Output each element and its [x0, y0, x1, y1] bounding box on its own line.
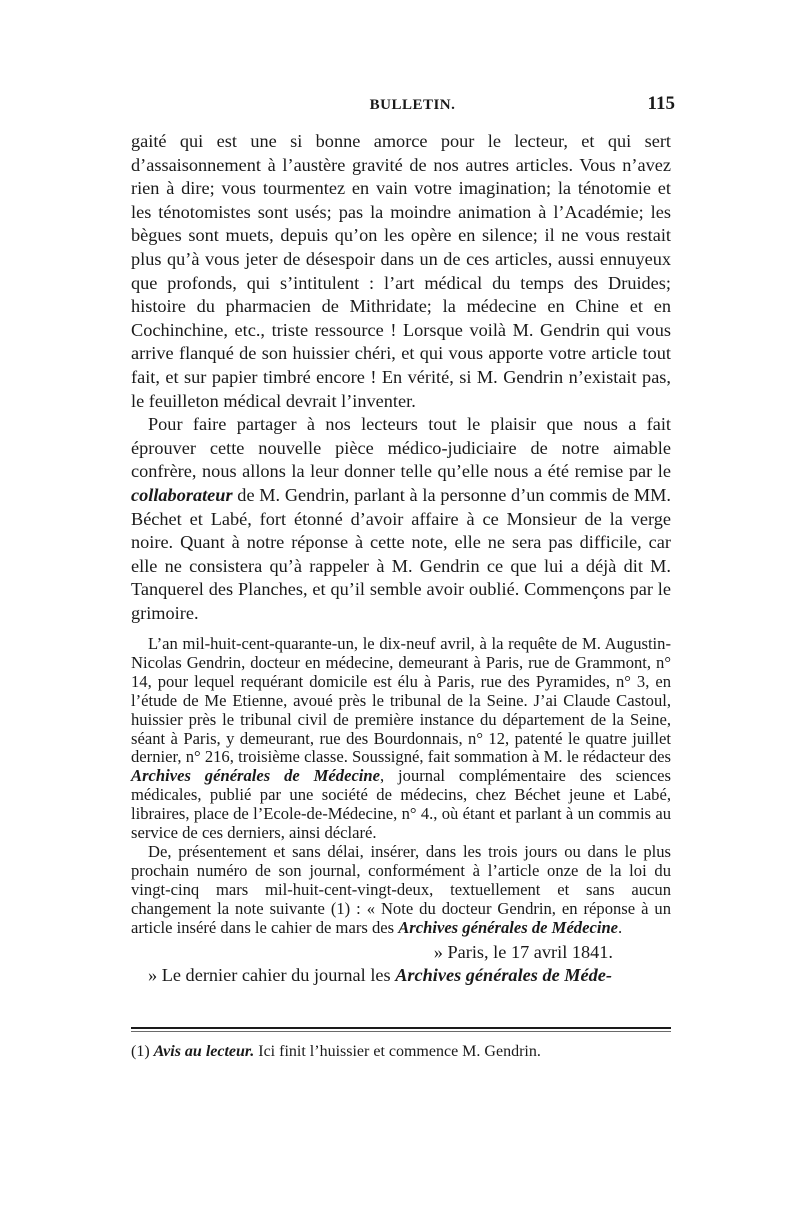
paragraph-2: Pour faire partager à nos lecteurs tout le plaisir que nous a fait éprouver cette nouvelle pièce médico-judiciaire de notre aimable confrère, nous allons la leur donner telle qu’elle nous a été remise par le collaborateur de M. Gendrin, parlant à la personne d’un commis de MM. Béchet et Labé, fort étonné d’avoir affaire à ce Monsieur de la verge noire. Quant à notre réponse à cette note, elle ne sera pas difficile, car elle ne consistera qu’à rappeler à M. Gendrin ce que lui a déjà dit M. Tanquerel des Planches, et qu’il semble avoir oublié. Commençons par le grimoire.: [131, 414, 671, 623]
footnote-label: Avis au lecteur.: [153, 1043, 255, 1060]
footnote: [131, 1042, 671, 1062]
page-number: 115: [647, 93, 675, 114]
footnote-rule: [131, 1027, 671, 1029]
footnote-text: Ici finit l’huissier et commence M. Gendrin.: [258, 1043, 541, 1060]
running-title: BULLETIN.: [369, 97, 456, 113]
paragraph-1: gaité qui est une si bonne amorce pour le lecteur, et qui sert d’assaisonnement à l’austère gravité de nos autres articles. Vous n’avez rien à dire; vous tourmentez en vain votre imagination; la ténotomie et les ténotomistes sont usés; pas la moindre animation à l’Académie; les bègues sont muets, depuis qu’on les opère en silence; il ne vous restait plus qu’à vous jeter de désespoir dans un de ces articles, aussi ennuyeux que profonds, qui s’intitulent : l’art médical du temps des Druides; histoire du pharmacien de Mithridate; la médecine en Chine et en Cochinchine, etc., triste ressource ! Lorsque voilà M. Gendrin qui vous arrive flanqué de son huissier chéri, et qui vous apporte votre article tout fait, et sur papier timbré encore ! En vérité, si M. Gendrin n’existait pas, le feuilleton médical devrait l’inventer.: [131, 131, 671, 411]
footnote-number: (1): [131, 1043, 150, 1060]
paragraph-3: L’an mil-huit-cent-quarante-un, le dix-neuf avril, à la requête de M. Augustin-Nicolas Gendrin, docteur en médecine, demeurant à Paris, rue de Grammont, n° 14, pour lequel requérant domicile est élu à Paris, rue des Pyramides, n° 3, en l’étude de Me Etienne, avoué près le tribunal de la Seine. J’ai Claude Castoul, huissier près le tribunal civil de première instance du département de la Seine, séant à Paris, y demeurant, rue des Bourdonnais, n° 12, patenté le quatre juillet dernier, n° 216, troisième classe. Soussigné, fait sommation à M. le rédacteur des Archives générales de Médecine, journal complémentaire des sciences médicales, publié par une société de médecins, chez Béchet jeune et Labé, libraires, place de l’Ecole-de-Médecine, n° 4., où étant et parlant à un commis au service de ces derniers, ainsi déclaré.: [131, 634, 671, 843]
page-header: [130, 93, 675, 121]
huissier-text: [131, 635, 671, 988]
paragraph-6: » Le dernier cahier du journal les Archives générales de Méde-: [148, 965, 612, 986]
main-text: [131, 130, 671, 625]
footnote-rule-thin: [131, 1031, 671, 1032]
paragraph-4: De, présentement et sans délai, insérer, dans les trois jours ou dans le plus prochain numéro de son journal, conformément à l’article onze de la loi du vingt-cinq mars mil-huit-cent-vingt-deux, textuellement et sans aucun changement la note suivante (1) : « Note du docteur Gendrin, en réponse à un article inséré dans le cahier de mars des Archives générales de Médecine.: [131, 841, 671, 937]
dateline: » Paris, le 17 avril 1841.: [433, 941, 613, 962]
